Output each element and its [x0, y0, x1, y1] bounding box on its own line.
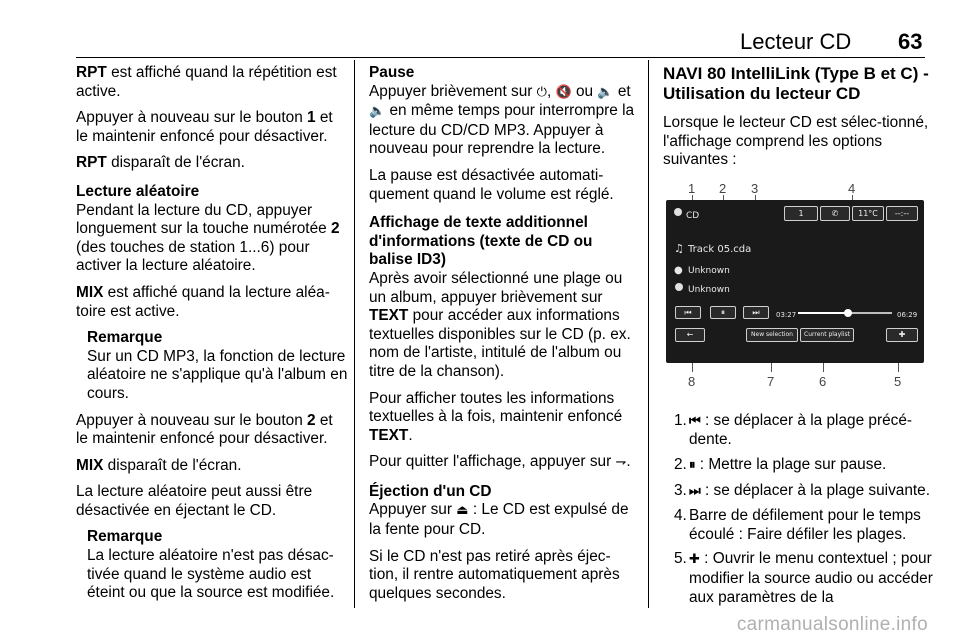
callout-number: 2	[719, 180, 727, 196]
page-number: 63	[898, 29, 923, 54]
clock-box	[886, 206, 918, 221]
current-playlist-label: Current playlist	[804, 330, 850, 338]
progress-knob[interactable]	[844, 309, 852, 317]
album-icon	[675, 283, 683, 291]
current-playlist-button[interactable]	[800, 328, 854, 342]
temperature-box	[852, 206, 884, 221]
heading-text-info: Affichage de texte additionnel d'informations (texte de CD ou balise ID3)	[369, 214, 593, 269]
next-track-icon: ⏭	[689, 483, 701, 499]
artist-icon: ●	[674, 264, 683, 276]
status-number: 1	[798, 208, 804, 218]
progress-slider[interactable]	[798, 312, 892, 314]
paragraph-random-activate: Pendant la lecture du CD, appuyer longuement sur la touche numérotée 2 (des touches de station 1...6) pour activer la lecture aléatoire.	[76, 201, 340, 275]
music-note-icon: ♫	[674, 241, 684, 255]
paragraph-mix-active: MIX est affiché quand la lecture aléa‐toire est active.	[76, 283, 330, 320]
paragraph-text-exit: Pour quitter l'affichage, appuyer sur ⇁.	[369, 453, 631, 471]
page-header-title: Lecteur CD	[740, 29, 852, 54]
callout-number: 7	[767, 373, 775, 389]
clock: --:--	[894, 208, 910, 218]
paragraph-eject: Appuyer sur ⏏ : Le CD est expulsé de la fente pour CD.	[369, 501, 629, 539]
track-name: Track 05.cda	[688, 243, 752, 255]
paragraph-eject-return: Si le CD n'est pas retiré après éjec‐tion, il rentre automatiquement après quelques secondes.	[369, 547, 620, 602]
watermark: carmanualsonline.info	[736, 614, 928, 635]
legend-item: 4. Barre de défilement pour le temps écoulé : Faire défiler les plages.	[674, 507, 921, 543]
note-audio-off	[76, 528, 348, 602]
time-elapsed: 03:27	[776, 310, 797, 319]
header-rule	[76, 57, 925, 58]
prev-track-button[interactable]: ⏮	[675, 306, 701, 319]
pause-button[interactable]: ⏸	[710, 306, 736, 319]
legend-item: 2. ⏸ : Mettre la plage sur pause.	[674, 455, 887, 473]
paragraph-pause-auto: La pause est désactivée automati‐quement quand le volume est réglé.	[369, 166, 614, 203]
source-label: CD	[686, 210, 700, 221]
legend-list	[663, 412, 933, 607]
new-selection-label: New selection	[751, 330, 793, 338]
note-text: La lecture aléatoire n'est pas désac‐tivée quand le système audio est éteint ou que la source est modifiée.	[87, 547, 335, 602]
note-title: Remarque	[87, 528, 163, 546]
legend-item: 3. ⏭ : se déplacer à la plage suivante.	[674, 481, 930, 499]
artist-name: Unknown	[688, 265, 730, 276]
status-box	[784, 206, 818, 221]
column-left	[76, 64, 348, 611]
column-middle	[369, 64, 639, 611]
heading-random-play: Lecture aléatoire	[76, 182, 200, 200]
plus-icon: ✚	[689, 552, 700, 568]
heading-navi80: NAVI 80 IntelliLink (Type B et C) - Utilisation du lecteur CD	[663, 64, 929, 103]
back-icon: ⇁	[615, 455, 627, 471]
paragraph-eject-disables: La lecture aléatoire peut aussi être désactivée en éjectant le CD.	[76, 483, 313, 519]
callout-number: 1	[688, 180, 696, 196]
paragraph-rpt-gone: RPT disparaît de l'écran.	[76, 154, 245, 172]
callout-number: 5	[894, 373, 902, 389]
time-total: 06:29	[897, 310, 918, 319]
paragraph-rpt-active: RPT est affiché quand la répétition est active.	[76, 64, 337, 100]
paragraph-mix-disable: Appuyer à nouveau sur le bouton 2 et le maintenir enfoncé pour désactiver.	[76, 411, 333, 448]
next-track-button[interactable]: ⏭	[743, 306, 769, 319]
paragraph-pause: Appuyer brièvement sur ⏻, 🔇 ou 🔈 et 🔈 en même temps pour interrompre la lecture du CD/CD MP3. Appuyer à nouveau pour reprendre la lecture.	[369, 82, 635, 158]
temperature: 11°C	[858, 208, 878, 218]
new-selection-button[interactable]	[746, 328, 798, 342]
callout-number: 3	[751, 180, 759, 196]
paragraph-mix-gone: MIX disparaît de l'écran.	[76, 456, 242, 474]
paragraph-rpt-disable: Appuyer à nouveau sur le bouton 1 et le maintenir enfoncé pour désactiver.	[76, 109, 333, 145]
progress-fill	[798, 312, 848, 314]
legend-item: 1. ⏮ : se déplacer à la plage précé‐dente.	[674, 411, 913, 449]
legend-item: 5. ✚ : Ouvrir le menu contextuel ; pour modifier la source audio ou accéder aux paramètres de la	[674, 550, 933, 606]
back-button[interactable]: ←	[675, 328, 705, 342]
note-title: Remarque	[87, 329, 163, 347]
cd-screen	[666, 200, 924, 363]
heading-eject: Éjection d'un CD	[369, 482, 492, 500]
note-text: Sur un CD MP3, la fonction de lecture aléatoire ne s'applique qu'à l'album en cours.	[87, 347, 348, 402]
callout-number: 6	[819, 373, 827, 389]
power-icon: ⏻	[536, 84, 547, 100]
paragraph-text-all: Pour afficher toutes les informations textuelles à la fois, maintenir enfoncé TEXT.	[369, 389, 623, 444]
eject-icon: ⏏	[456, 503, 469, 519]
column-right	[663, 64, 933, 613]
phone-status-icon: ✆	[820, 206, 850, 221]
paragraph-cd-display: Lorsque le lecteur CD est sélec‐tionné, l'affichage comprend les options suivantes :	[663, 114, 929, 169]
album-name: Unknown	[688, 284, 730, 295]
paragraph-text-info: Après avoir sélectionné une plage ou un album, appuyer brièvement sur TEXT pour accéder aux informations textuelles disponibles sur le CD (p. ex. nom de l'artiste, intitulé de l'album ou titre de la chanson).	[369, 269, 631, 380]
mute-icon: 🔇	[555, 84, 572, 100]
callout-number: 4	[848, 180, 856, 196]
callout-number: 8	[688, 373, 696, 389]
volume-down-icon: 🔈	[597, 84, 614, 100]
heading-pause: Pause	[369, 64, 415, 81]
plus-menu-button[interactable]: ✚	[886, 328, 918, 342]
cd-screen-figure	[663, 178, 929, 398]
pause-icon: ⏸	[689, 457, 696, 473]
note-mp3	[76, 329, 348, 403]
prev-track-icon: ⏮	[689, 413, 701, 429]
disc-icon	[674, 208, 682, 216]
column-divider-2	[648, 60, 649, 608]
volume-up-icon: 🔈	[369, 104, 386, 120]
column-divider-1	[354, 60, 355, 608]
